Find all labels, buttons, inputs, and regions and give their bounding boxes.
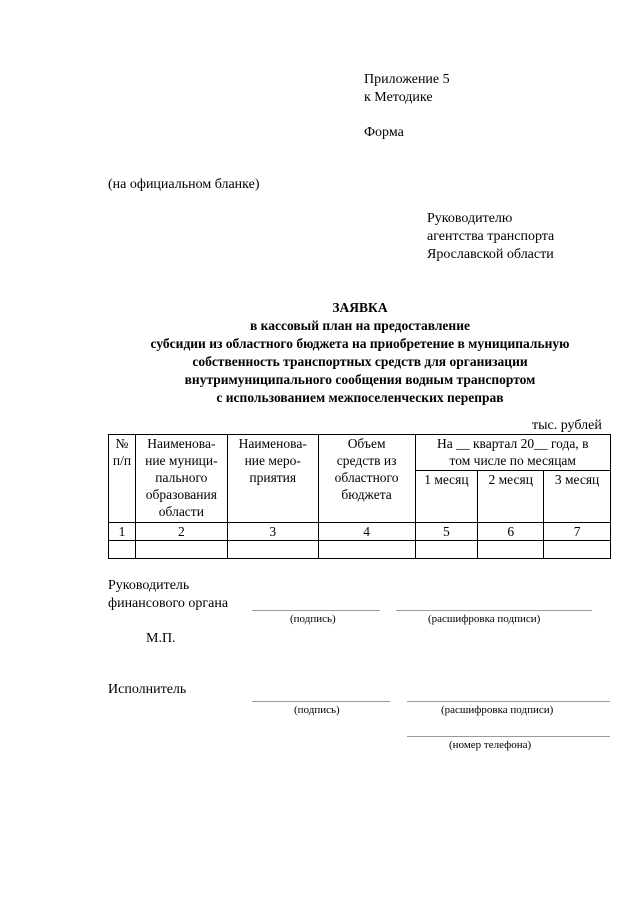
decoding-caption: (расшифровка подписи)	[441, 704, 554, 716]
table-cell	[135, 541, 227, 559]
phone-caption: (номер телефона)	[449, 739, 532, 751]
table-cell	[544, 541, 611, 559]
table-cell	[478, 541, 544, 559]
doc-subtitle-line: внутримуниципального сообщения водным транспортом	[184, 372, 536, 387]
month-2-header: 2 месяц	[478, 471, 544, 523]
signature-caption: (подпись)	[290, 613, 336, 625]
appendix-number: Приложение 5	[364, 72, 450, 87]
form-label: Форма	[364, 125, 404, 140]
units-label: тыс. рублей	[532, 418, 602, 433]
table-cell	[227, 541, 318, 559]
signature-line	[252, 701, 390, 702]
addressee-line-2: агентства транспорта	[427, 229, 555, 244]
phone-line	[407, 736, 610, 737]
table-cell: 7	[544, 523, 611, 541]
col-funds-header: Объем средств из областного бюджета	[318, 435, 415, 523]
month-1-header: 1 месяц	[415, 471, 478, 523]
head-label-line-1: Руководитель	[108, 578, 190, 593]
table-cell: 2	[135, 523, 227, 541]
table-row	[109, 541, 611, 559]
stamp-label: М.П.	[146, 631, 176, 646]
col-event-header: Наименова- ние меро- приятия	[227, 435, 318, 523]
doc-subtitle-line: в кассовый план на предоставление	[250, 318, 470, 333]
table-cell	[318, 541, 415, 559]
signature-caption: (подпись)	[294, 704, 340, 716]
table-cell: 1	[109, 523, 136, 541]
decoding-line	[396, 610, 592, 611]
table-cell: 6	[478, 523, 544, 541]
appendix-reference: к Методике	[364, 90, 433, 105]
table-cell: 5	[415, 523, 478, 541]
col-quarter-header: На __ квартал 20__ года, в том числе по месяцам	[415, 435, 611, 471]
month-3-header: 3 месяц	[544, 471, 611, 523]
signature-line	[252, 610, 380, 611]
col-number-header: № п/п	[109, 435, 136, 523]
table-cell	[109, 541, 136, 559]
executor-label: Исполнитель	[108, 682, 187, 697]
table-numbering-row	[109, 523, 611, 541]
addressee-line-3: Ярославской области	[427, 247, 554, 262]
table-cell	[415, 541, 478, 559]
doc-heading: ЗАЯВКА	[332, 300, 388, 315]
addressee-line-1: Руководителю	[427, 211, 513, 226]
doc-subtitle-line: субсидии из областного бюджета на приобретение в муниципальную	[150, 336, 570, 351]
table-cell: 3	[227, 523, 318, 541]
doc-subtitle-line: собственность транспортных средств для организации	[192, 354, 528, 369]
table-cell: 4	[318, 523, 415, 541]
decoding-line	[407, 701, 610, 702]
col-municipality-header: Наименова- ние муници- пального образования области	[135, 435, 227, 523]
decoding-caption: (расшифровка подписи)	[428, 613, 541, 625]
head-label-line-2: финансового органа	[108, 596, 229, 611]
blank-note: (на официальном бланке)	[108, 177, 260, 192]
doc-subtitle-line: с использованием межпоселенческих переправ	[216, 390, 504, 405]
request-table	[108, 434, 611, 559]
table-header-row	[109, 435, 611, 471]
